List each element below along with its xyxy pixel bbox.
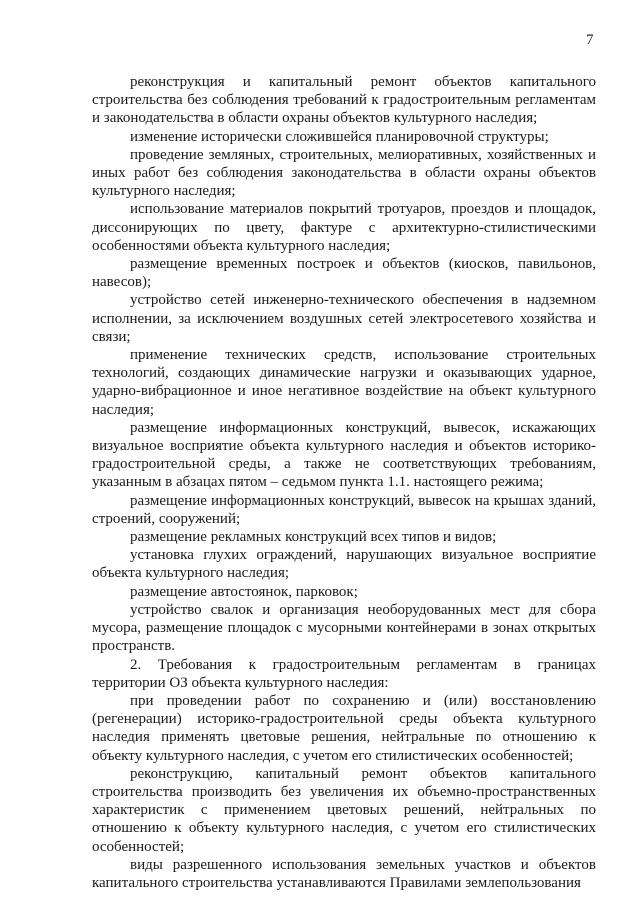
paragraph: при проведении работ по сохранению и (или) восстановлению (регенерации) историко-градостроительной среды объекта культурного наследия применять цветовые решения, нейтральные по отношению к объекту культурного наследия, с учетом его стилистических особенностей; <box>92 692 596 764</box>
paragraph: использование материалов покрытий тротуаров, проездов и площадок, диссонирующих по цвету, фактуре с архитектурно-стилистическими особенностями объекта культурного наследия; <box>92 201 596 254</box>
paragraph: применение технических средств, использование строительных технологий, создающих динамические нагрузки и оказывающих ударное, ударно-вибрационное и иное негативное воздействие на объект культурного наследия; <box>92 347 596 418</box>
section-heading: 2. Требования к градостроительным регламентам в границах территории ОЗ объекта культурного наследия: <box>92 656 596 691</box>
paragraph: проведение земляных, строительных, мелиоративных, хозяйственных и иных работ без соблюдения законодательства в области охраны объектов культурного наследия; <box>92 146 596 200</box>
paragraph: установка глухих ограждений, нарушающих визуальное восприятие объекта культурного наследия; <box>92 547 596 582</box>
paragraph: размещение рекламных конструкций всех типов и видов; <box>130 529 497 546</box>
paragraph: устройство свалок и организация необорудованных мест для сбора мусора, размещение площадок с мусорными контейнерами в зонах открытых пространств. <box>92 601 596 655</box>
paragraph: реконструкция и капитальный ремонт объектов капитального строительства без соблюдения требований к градостроительным регламентам и законодательства в области охраны объектов культурного наследия; <box>92 74 596 127</box>
paragraph: устройство сетей инженерно-технического обеспечения в надземном исполнении, за исключением воздушных сетей электросетевого хозяйства и связи; <box>92 292 596 345</box>
document-body <box>92 73 596 892</box>
page-number: 7 <box>586 32 594 48</box>
paragraph: виды разрешенного использования земельных участков и объектов капитального строительства устанавливаются Правилами землепользования <box>92 856 596 891</box>
paragraph: размещение временных построек и объектов (киосков, павильонов, навесов); <box>92 256 596 291</box>
paragraph: размещение автостоянок, парковок; <box>130 583 358 600</box>
paragraph: изменение исторически сложившейся планировочной структуры; <box>130 128 549 145</box>
paragraph: размещение информационных конструкций, вывесок на крышах зданий, строений, сооружений; <box>92 492 596 527</box>
paragraph: реконструкцию, капитальный ремонт объектов капитального строительства производить без увеличения их объемно-пространственных характеристик с применением цветовых решений, нейтральных по отношению к объекту культурного наследия, с учетом его стилистических особенностей; <box>92 765 596 855</box>
paragraph: размещение информационных конструкций, вывесок, искажающих визуальное восприятие объекта культурного наследия и объектов историко-градостроительной среды, а также не соответствующих требованиям, указанным в абзацах пятом – седьмом пункта 1.1. настоящего режима; <box>92 419 596 491</box>
